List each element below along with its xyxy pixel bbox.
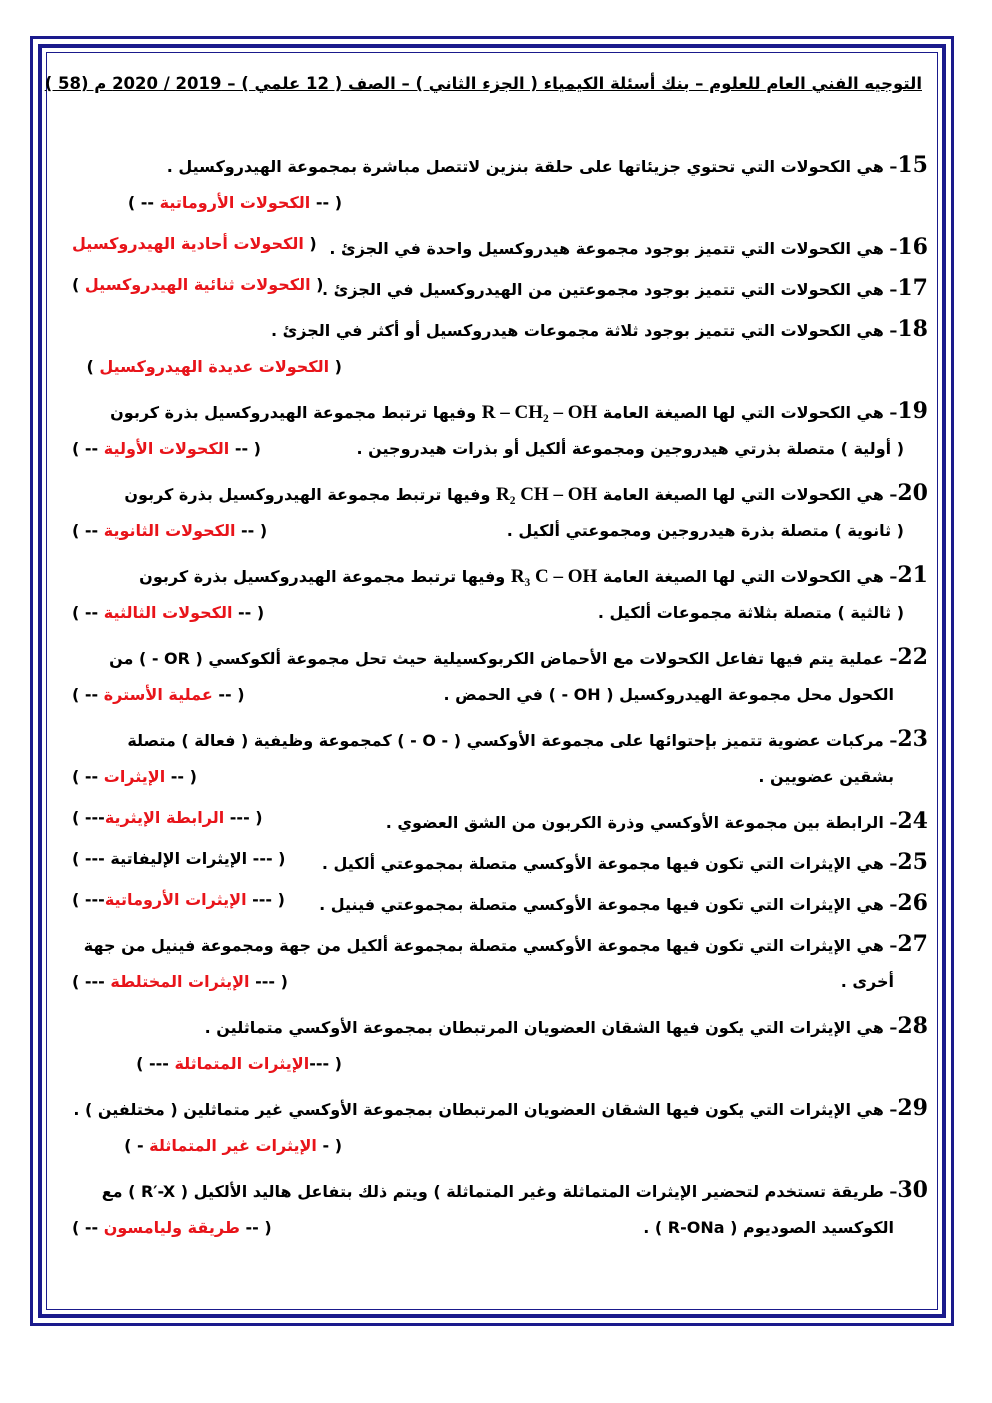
answer: ( -- الكحولات الأولية -- ) [72, 439, 261, 458]
question-text-continued: الكحول محل مجموعة الهيدروكسيل ( OH - ) في الحمض . [443, 685, 894, 704]
question-number: 26 [897, 890, 928, 916]
answer-text: الإيثرات الإليفاتية [110, 849, 248, 868]
answer: ( -- عملية الأسترة -- ) [72, 685, 245, 704]
answer: ( ---الإيثرات المتماثلة --- ) [136, 1054, 342, 1073]
question-text: – هي الكحولات التي تحتوي جزيئاتها على حلقة بنزين لاتتصل مباشرة بمجموعة الهيدروكسيل . [166, 157, 898, 176]
question-item [72, 640, 928, 722]
answer: ( الكحولات عديدة الهيدروكسيل ) [86, 357, 342, 376]
question-text-continued: بشقين عضويين . [758, 767, 894, 786]
answer: ( -- الكحولات الثانوية -- ) [72, 521, 268, 540]
question-text-continued: الكوكسيد الصوديوم ( R-ONa ) . [643, 1218, 894, 1237]
answer: ( -- الكحولات الثالثية -- ) [72, 603, 265, 622]
answer-text: الكحولات أحادية الهيدروكسيل [72, 234, 304, 253]
question-item [72, 845, 928, 886]
answer-text: الكحولات عديدة الهيدروكسيل [99, 357, 330, 376]
answer: ( --- الإيثرات الأروماتية--- ) [72, 890, 285, 909]
question-item [72, 1091, 928, 1173]
answer-text: الكحولات الأولية [103, 439, 230, 458]
question-text: – هي الإيثرات التي يكون فيها الشقان العضويان المرتبطان بمجموعة الأوكسي متماثلين . [204, 1018, 898, 1037]
question-number: 24 [897, 808, 928, 834]
question-item [72, 148, 928, 230]
question-number: 20 [897, 480, 928, 506]
question-text: – هي الكحولات التي تتميز بوجود مجموعتين من الهيدروكسيل في الجزئ . [322, 280, 898, 299]
question-text-continued: ( ثالثية ) متصلة بثلاثة مجموعات ألكيل . [597, 603, 904, 622]
question-item: 21– هي الكحولات التي لها الصيغة العامة R₃ C – OH وفيها ترتبط مجموعة الهيدروكسيل بذرة كربون ( ثالثية ) متصلة بثلاثة مجموعات ألكيل . ( -- الكحولات الثالثية -- ) [72, 562, 928, 622]
question-number: 16 [897, 234, 928, 260]
question-item [72, 271, 928, 312]
answer-text: طريقة وليامسون [103, 1218, 240, 1237]
question-number: 22 [897, 644, 928, 670]
question-text: – هي الإيثرات التي تكون فيها مجموعة الأوكسي متصلة بمجموعتي فينيل . [319, 895, 898, 914]
answer-text: عملية الأسترة [103, 685, 213, 704]
question-number: 18 [897, 316, 928, 342]
question-number: 21 [897, 562, 928, 588]
question-number: 27 [897, 931, 928, 957]
question-number: 15 [897, 152, 928, 178]
question-text: – الرابطة بين مجموعة الأوكسي وذرة الكربون من الشق العضوي . [385, 813, 898, 832]
question-item [72, 927, 928, 1009]
answer-text: الإيثرات [103, 767, 166, 786]
answer: ( الكحولات ثنائية الهيدروكسيل ) [72, 275, 324, 294]
question-item [72, 230, 928, 271]
answer-text: الإيثرات الأروماتية [104, 890, 247, 909]
answer: ( الكحولات أحادية الهيدروكسيل [72, 234, 317, 253]
question-text-continued: ( ثانوية ) متصلة بذرة هيدروجين ومجموعتي ألكيل . [506, 521, 904, 540]
answer-text: الإيثرات المختلطة [110, 972, 250, 991]
question-number: 17 [897, 275, 928, 301]
question-number: 25 [897, 849, 928, 875]
answer-text: الكحولات الثانوية [103, 521, 236, 540]
answer-text: الرابطة الإيثرية [104, 808, 225, 827]
question-number: 19 [897, 398, 928, 424]
question-list [72, 148, 928, 1255]
answer: ( -- الإيثرات -- ) [72, 767, 197, 786]
answer-text: الكحولات الأروماتية [159, 193, 311, 212]
question-number: 28 [897, 1013, 928, 1039]
question-text: – عملية يتم فيها تفاعل الكحولات مع الأحماض الكربوكسيلية حيث تحل مجموعة ألكوكسي ( OR - ) من [109, 649, 898, 668]
question-text: – مركبات عضوية تتميز بإحتوائها على مجموعة الأوكسي ( - O - ) كمجموعة وظيفية ( فعالة ) متصلة [127, 731, 898, 750]
question-item: 19– هي الكحولات التي لها الصيغة العامة R – CH₂ – OH وفيها ترتبط مجموعة الهيدروكسيل بذرة كربون ( أولية ) متصلة بذرتي هيدروجين ومجموعة ألكيل أو بذرات هيدروجين . ( -- الكحولات الأولية -- ) [72, 398, 928, 458]
question-number: 30 [897, 1177, 928, 1203]
question-text-continued: ( أولية ) متصلة بذرتي هيدروجين ومجموعة ألكيل أو بذرات هيدروجين . [356, 439, 904, 458]
formula: R₂ CH – OH [496, 484, 598, 505]
question-text: – هي الإيثرات التي يكون فيها الشقان العضويان المرتبطان بمجموعة الأوكسي غير متماثلين ( مختلفين ) . [73, 1100, 898, 1119]
answer: ( --- الإيثرات الإليفاتية --- ) [72, 849, 286, 868]
question-number: 23 [897, 726, 928, 752]
question-item [72, 722, 928, 804]
answer: ( --- الرابطة الإيثرية--- ) [72, 808, 263, 827]
answer: ( -- الكحولات الأروماتية -- ) [127, 193, 342, 212]
answer-text: الكحولات الثالثية [103, 603, 233, 622]
answer: ( --- الإيثرات المختلطة --- ) [72, 972, 288, 991]
answer-text: الإيثرات المتماثلة [174, 1054, 310, 1073]
question-text: – طريقة تستخدم لتحضير الإيثرات المتماثلة وغير المتماثلة ) ويتم ذلك بتفاعل هاليد الألكيل ( R′-X ) مع [101, 1182, 898, 1201]
question-text: – هي الإيثرات التي تكون فيها مجموعة الأوكسي متصلة بمجموعة ألكيل من جهة ومجموعة فينيل من جهة [83, 936, 898, 955]
page-header: التوجيه الفني العام للعلوم – بنك أسئلة الكيمياء ( الجزء الثاني ) – الصف ( 12 علمي ) – 2019 / 2020 م (58 ) [44, 74, 922, 93]
question-item [72, 312, 928, 394]
question-item [72, 804, 928, 845]
question-text: – هي الكحولات التي تتميز بوجود مجموعة هيدروكسيل واحدة في الجزئ . [329, 239, 898, 258]
question-number: 29 [897, 1095, 928, 1121]
answer-text: الكحولات ثنائية الهيدروكسيل [84, 275, 311, 294]
question-text: – هي الكحولات التي تتميز بوجود ثلاثة مجموعات هيدروكسيل أو أكثر في الجزئ . [270, 321, 898, 340]
formula: R₃ C – OH [510, 566, 598, 587]
question-text-continued: أخرى . [840, 972, 894, 991]
answer-text: الإيثرات غير المتماثلة [149, 1136, 317, 1155]
answer: ( -- طريقة وليامسون -- ) [72, 1218, 272, 1237]
answer: ( - الإيثرات غير المتماثلة - ) [124, 1136, 342, 1155]
question-item: 20– هي الكحولات التي لها الصيغة العامة R₂ CH – OH وفيها ترتبط مجموعة الهيدروكسيل بذرة كربون ( ثانوية ) متصلة بذرة هيدروجين ومجموعتي ألكيل . ( -- الكحولات الثانوية -- ) [72, 480, 928, 540]
formula: R – CH₂ – OH [481, 402, 598, 423]
question-text: – هي الإيثرات التي تكون فيها مجموعة الأوكسي متصلة بمجموعتي ألكيل . [321, 854, 898, 873]
question-item [72, 1009, 928, 1091]
question-item [72, 886, 928, 927]
question-item [72, 1173, 928, 1255]
